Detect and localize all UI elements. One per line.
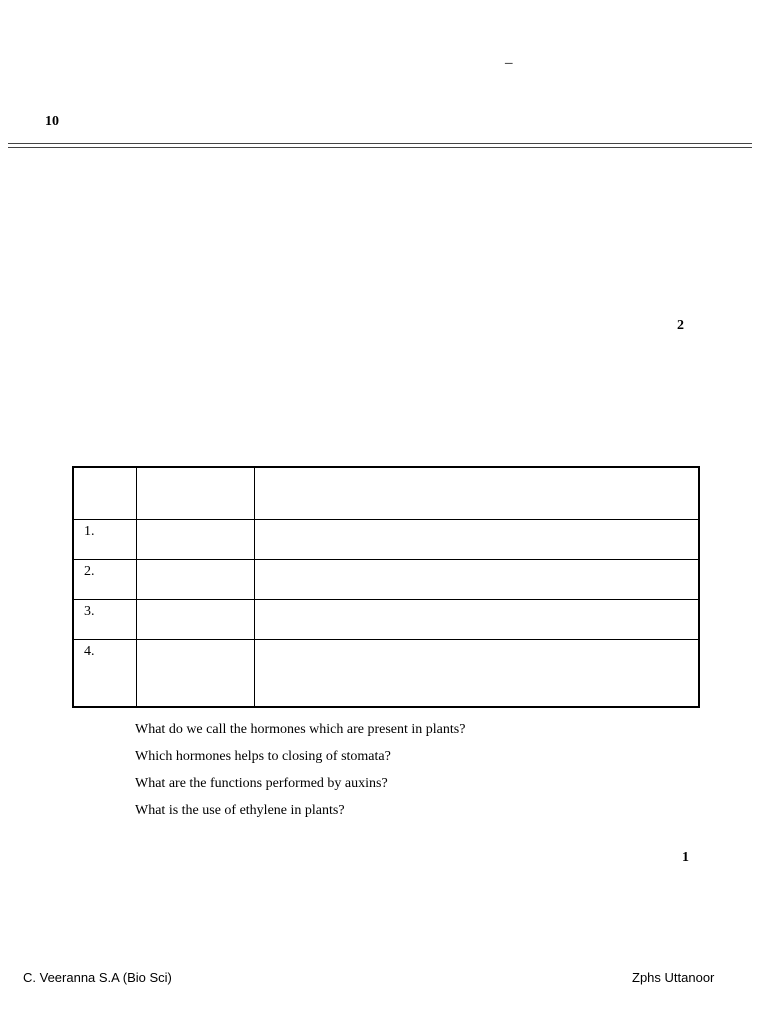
section-marks-2: 2 xyxy=(677,318,684,333)
table-cell xyxy=(136,467,254,520)
table-cell xyxy=(136,600,254,640)
question-item: What do we call the hormones which are present in plants? xyxy=(135,722,466,737)
section-marks-1: 1 xyxy=(682,850,689,865)
table-cell xyxy=(254,467,699,520)
question-item: What is the use of ethylene in plants? xyxy=(135,803,345,818)
table-cell xyxy=(136,560,254,600)
row-number: 1. xyxy=(73,520,136,560)
table-row xyxy=(73,560,699,600)
answer-table xyxy=(72,466,700,708)
row-number: 2. xyxy=(73,560,136,600)
row-number: 3. xyxy=(73,600,136,640)
table-header-row xyxy=(73,467,699,520)
table-cell xyxy=(136,640,254,708)
footer-school: Zphs Uttanoor xyxy=(632,970,715,985)
footer-author: C. Veeranna S.A (Bio Sci) xyxy=(23,970,172,985)
header-double-rule xyxy=(8,143,752,148)
table-cell xyxy=(254,520,699,560)
total-marks: 10 xyxy=(45,114,59,129)
table-row xyxy=(73,600,699,640)
question-list xyxy=(135,720,465,828)
table-row xyxy=(73,640,699,708)
table-cell xyxy=(73,467,136,520)
table-cell xyxy=(254,640,699,708)
question-item: Which hormones helps to closing of stomata? xyxy=(135,749,391,764)
table-cell xyxy=(136,520,254,560)
header-dash-mark: _ xyxy=(505,50,513,66)
question-item: What are the functions performed by auxins? xyxy=(135,776,388,791)
table-cell xyxy=(254,600,699,640)
table-row xyxy=(73,520,699,560)
table-cell xyxy=(254,560,699,600)
row-number: 4. xyxy=(73,640,136,708)
